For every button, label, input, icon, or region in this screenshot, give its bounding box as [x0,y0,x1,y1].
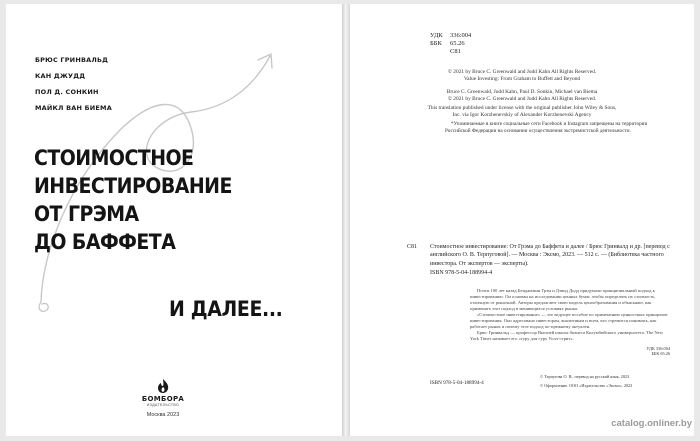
author-name: МАЙКЛ ВАН БИЕМА [35,104,112,112]
title-page [6,4,342,436]
publisher-name: БОМБОРА [141,395,185,403]
classification-row [430,48,471,56]
author-name: БРЮС ГРИНВАЛЬД [35,56,109,64]
author-name: ПОЛ Д. СОНКИН [35,88,99,96]
copyright-line: © 2021 by Bruce C. Greenwald and Judd Kahn All Rights Reserved. [447,69,597,75]
classification-row [430,40,471,48]
copyright-translation: © Терпугова О. В., перевод на русский язык, 2023 [540,374,630,379]
classification-footer [646,346,670,357]
isbn: ISBN 978-5-04-188994-4 [430,380,484,386]
bombora-flame-icon [154,378,172,394]
classification-value: 336:004 [450,32,472,39]
classification-codes [430,32,471,57]
publisher-logo [136,378,190,407]
license-line: Inc. via Igor Korzhenevskiy of Alexander Korzhenevski Agency [452,112,592,118]
classification-value: С81 [450,48,461,56]
original-authors: Bruce C. Greenwald, Judd Kahn, Paul D. Sonkin, Michael van Biema [446,89,598,95]
book-title-line: ОТ ГРЭМА [34,202,139,227]
bibliographic-text: Стоимостное инвестирование: От Грэма до Баффета и далее / Брюс Гринвалд и др. [перевод с английского О. В. Терпуговой]. — Москва : Эксмо, 2023. — 512 с. — (Библиотека частного инвестора. От экспертов — эксперты). [430,244,670,267]
copyright-design: © Оформление. ООО «Издательство «Эксмо», 2023 [540,383,633,388]
bbk-code: ББК 65.26 [651,351,670,357]
classification-value: 65.26 [450,40,465,48]
book-spine [342,4,350,436]
city-year: Москва 2023 [146,412,180,418]
annotation-paragraph: Почти 100 лет назад Бенджамин Грэм и Дэвид Додд придумали принципиальный подход к инвестированию. Он основан на исследовании ценных бумаг, чтобы определить их стоимость, отличную от рыночной. Авторы предлагают свою модель ценообразования и объясняют, как применять этот подход в меняющихся условиях рынка. [470,288,656,311]
udk-code: УДК 336:004 [646,346,670,351]
book-subtitle: И ДАЛЕЕ... [169,297,283,322]
bibliographic-record [407,243,670,268]
social-media-notice: *Упоминаемые в книге социальные сети Facebook и Instagram запрещены на территории Российской Федерации на основании осуществления экстремистской деятельности. [445,121,648,134]
site-watermark: catalog.onliner.by [611,418,692,429]
classification-row [430,32,471,40]
annotation-paragraph: «Стоимостное инвестирование» — это ведущее пособие по применению ценностных принципов инвестирования. Оно адресовано инвесторам, аналитикам и всем, кто стремится понимать, как работает рынок и почему этот подход по-прежнему актуален. [470,312,668,329]
copyright-line: © 2021 by Bruce C. Greenwald and Judd Kahn All Rights Reserved. [447,96,597,102]
classification-code: УДК [430,32,443,39]
publisher-tagline: ИЗДАТЕЛЬСТВО [146,403,180,407]
bibliographic-code: С81 [407,244,418,250]
book-title-line: ДО БАФФЕТА [34,230,176,255]
license-line: This translation published under license with the original publisher John Wiley & Sons, [427,105,617,111]
author-name: КАН ДЖУДД [35,72,86,80]
isbn: ISBN 978-5-04-188994-4 [430,270,493,276]
original-title: Value Investing: From Graham to Buffett and Beyond [463,76,581,82]
book-title-line: ИНВЕСТИРОВАНИЕ [34,174,232,199]
annotation-paragraph: Брюс Гринвальд — профессор Высшей школы бизнеса Колумбийского университета. The New York Times называет его «гуру для гуру Уолл-стрит». [470,330,664,341]
imprint-page [350,4,694,436]
classification-code: ББК [430,40,442,48]
book-title-line: СТОИМОСТНОЕ [34,146,194,171]
